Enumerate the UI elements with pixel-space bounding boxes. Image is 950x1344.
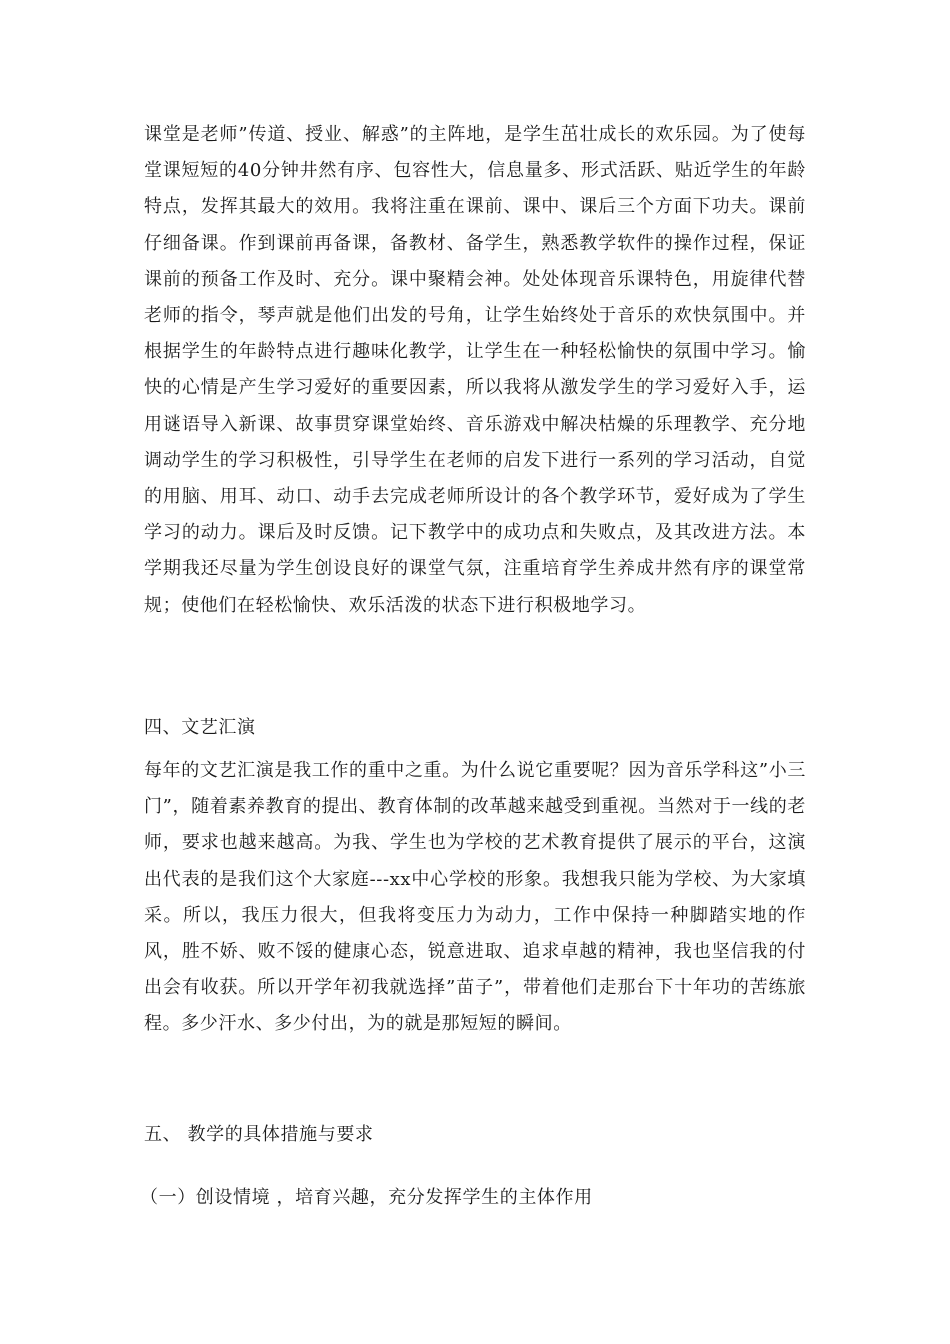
section-heading: 五、 教学的具体措施与要求 — [144, 1124, 374, 1145]
body-paragraph: 课堂是老师”传道、授业、解惑”的主阵地，是学生茁壮成长的欢乐园。为了使每堂课短短的40分钟井然有序、包容性大，信息量多、形式活跃、贴近学生的年龄特点，发挥其最大的效用。我将注重在课前、课中、课后三个方面下功夫。课前仔细备课。作到课前再备课，备教材、备学生，熟悉教学软件的操作过程，保证课前的预备工作及时、充分。课中聚精会神。处处体现音乐课特色，用旋律代替老师的指令，琴声就是他们出发的号角，让学生始终处于音乐的欢快氛围中。并根据学生的年龄特点进行趣味化教学，让学生在一种轻松愉快的氛围中学习。愉快的心情是产生学习爱好的重要因素，所以我将从激发学生的学习爱好入手，运用谜语导入新课、故事贯穿课堂始终、音乐游戏中解决枯燥的乐理教学、充分地调动学生的学习积极性，引导学生在老师的启发下进行一系列的学习活动，自觉的用脑、用耳、动口、动手去完成老师所设计的各个教学环节，爱好成为了学生学习的动力。课后及时反馈。记下教学中的成功点和失败点，及其改进方法。本学期我还尽量为学生创设良好的课堂气氛，注重培育学生养成井然有序的课堂常规；使他们在轻松愉快、欢乐活泼的状态下进行积极地学习。 — [144, 124, 806, 616]
subsection-heading: （一）创设情境 ，培育兴趣，充分发挥学生的主体作用 — [140, 1187, 593, 1208]
section-heading: 四、文艺汇演 — [144, 717, 256, 738]
body-paragraph: 每年的文艺汇演是我工作的重中之重。为什么说它重要呢？因为音乐学科这”小三门”，随着素养教育的提出、教育体制的改革越来越受到重视。当然对于一线的老师，要求也越来越高。为我、学生也为学校的艺术教育提供了展示的平台，这演出代表的是我们这个大家庭---xx中心学校的形象。我想我只能为学校、为大家填采。所以，我压力很大，但我将变压力为动力，工作中保持一种脚踏实地的作风，胜不娇、败不馁的健康心态，锐意进取、追求卓越的精神，我也坚信我的付出会有收获。所以开学年初我就选择”苗子”，带着他们走那台下十年功的苦练旅程。多少汗水、多少付出，为的就是那短短的瞬间。 — [144, 760, 806, 1035]
